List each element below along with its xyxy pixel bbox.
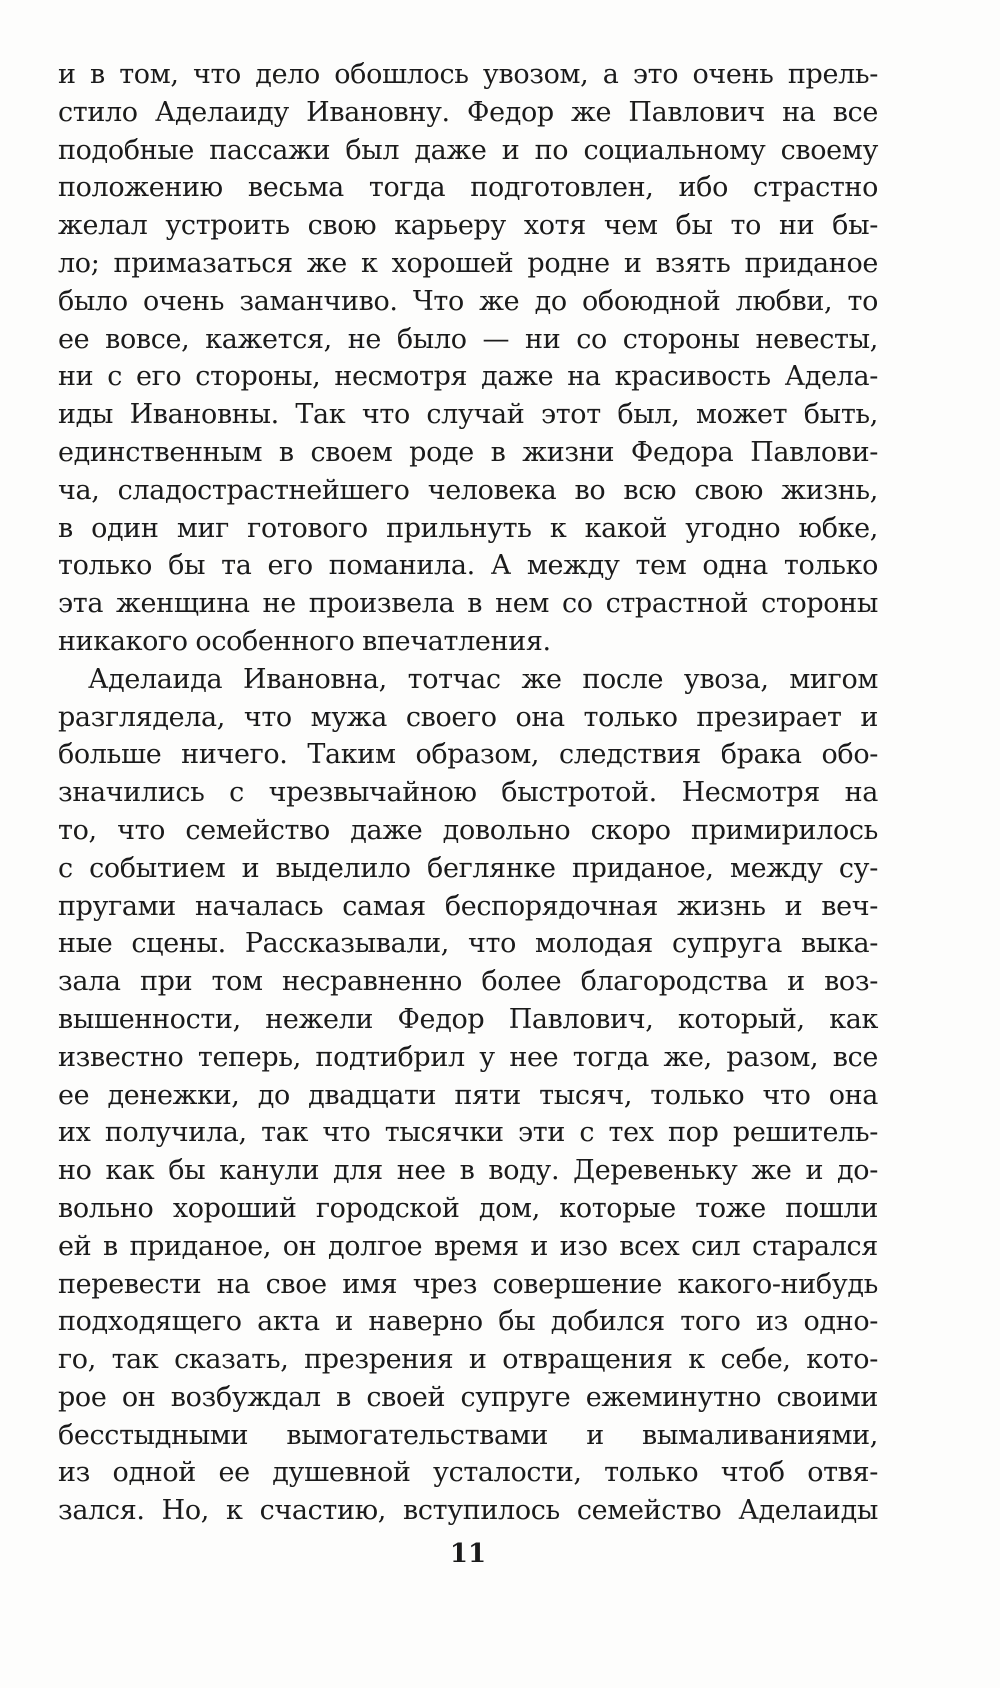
text-line: и в том, что дело обошлось увозом, а это очень прель- xyxy=(58,59,878,90)
text-line: рое он возбуждал в своей супруге ежеминутно своими xyxy=(58,1381,878,1413)
text-line: вольно хороший городской дом, которые тоже пошли xyxy=(58,1192,878,1224)
text-line: ни с его стороны, несмотря даже на красивость Адела- xyxy=(58,361,878,393)
text-line: ча, сладострастнейшего человека во всю свою жизнь, xyxy=(58,474,878,506)
text-line: то, что семейство даже довольно скоро примирилось xyxy=(58,814,878,846)
text-line: подходящего акта и наверно бы добился того из одно- xyxy=(58,1306,878,1338)
text-line: ее денежки, до двадцати пяти тысяч, только что она xyxy=(58,1079,878,1111)
text-line: было очень заманчиво. Что же до обоюдной любви, то xyxy=(58,285,878,317)
text-line: положению весьма тогда подготовлен, ибо страстно xyxy=(58,172,878,204)
text-line: зался. Но, к счастию, вступилось семейство Аделаиды xyxy=(58,1495,878,1527)
text-line: ные сцены. Рассказывали, что молодая супруга выка- xyxy=(58,928,878,960)
text-line: иды Ивановны. Так что случай этот был, может быть, xyxy=(58,399,878,431)
text-line: эта женщина не произвела в нем со страстной стороны xyxy=(58,588,878,620)
text-line: го, так сказать, презрения и отвращения к себе, кото- xyxy=(58,1344,878,1376)
text-line: вышенности, нежели Федор Павлович, который, как xyxy=(58,1003,878,1035)
text-line: Аделаида Ивановна, тотчас же после увоза, мигом xyxy=(88,663,878,695)
text-line: только бы та его поманила. А между тем одна только xyxy=(58,550,878,582)
text-line: разглядела, что мужа своего она только презирает и xyxy=(58,701,878,733)
text-line: единственным в своем роде в жизни Федора Павлови- xyxy=(58,436,878,468)
text-line: зала при том несравненно более благородства и воз- xyxy=(58,966,878,998)
text-line: ее вовсе, кажется, не было — ни со стороны невесты, xyxy=(58,323,878,355)
page-number: 11 xyxy=(449,1539,487,1569)
text-line: ей в приданое, он долгое время и изо всех сил старался xyxy=(58,1230,878,1262)
text-line: подобные пассажи был даже и по социальному своему xyxy=(58,134,878,166)
text-line: желал устроить свою карьеру хотя чем бы то ни бы- xyxy=(58,210,878,242)
text-line: известно теперь, подтибрил у нее тогда же, разом, все xyxy=(58,1041,878,1073)
text-line: из одной ее душевной усталости, только чтоб отвя- xyxy=(58,1457,878,1489)
text-line: пругами началась самая беспорядочная жизнь и веч- xyxy=(58,890,878,922)
text-line: их получила, так что тысячки эти с тех пор решитель- xyxy=(58,1117,878,1149)
text-line: бесстыдными вымогательствами и вымаливаниями, xyxy=(58,1419,878,1451)
text-line: больше ничего. Таким образом, следствия брака обо- xyxy=(58,739,878,771)
body-text xyxy=(58,56,878,1530)
text-line: никакого особенного впечатления. xyxy=(58,625,551,657)
text-line: в один миг готового прильнуть к какой угодно юбке, xyxy=(58,512,878,544)
text-line: значились с чрезвычайною быстротой. Несмотря на xyxy=(58,777,878,809)
text-line: с событием и выделило беглянке приданое, между су- xyxy=(58,852,878,884)
text-line: ло; примазаться же к хорошей родне и взять приданое xyxy=(58,247,878,279)
text-line: но как бы канули для нее в воду. Деревеньку же и до- xyxy=(58,1155,878,1187)
text-line: стило Аделаиду Ивановну. Федор же Павлович на все xyxy=(58,96,878,128)
text-line: перевести на свое имя чрез совершение какого-нибудь xyxy=(58,1268,878,1300)
